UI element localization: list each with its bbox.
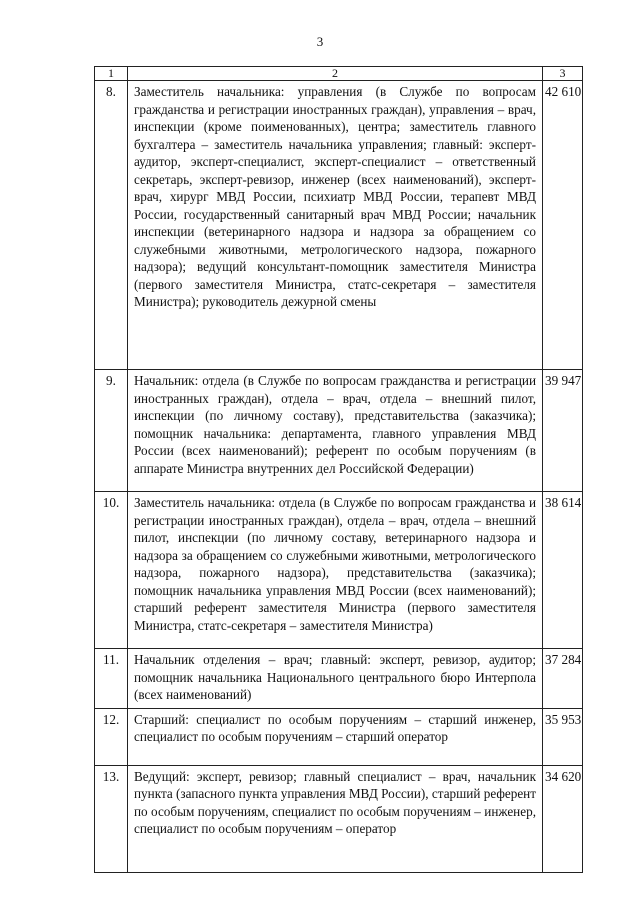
table-row: [95, 765, 583, 872]
header-col-2: 2: [128, 67, 543, 81]
row-value: 34 620: [543, 765, 583, 872]
row-number: 10.: [95, 492, 128, 649]
table-row: [95, 708, 583, 765]
table-row: [95, 370, 583, 492]
row-number: 9.: [95, 370, 128, 492]
row-description: Начальник: отдела (в Службе по вопросам гражданства и регистрации иностранных граждан), отдела – врач, отдела – внешний пилот, инспекции (по личному составу), представительства (заказчика); помощник начальника: департамента, главного управления МВД России (всех наименований); референт по особым поручениям (в аппарате Министра внутренних дел Российской Федерации): [128, 370, 543, 492]
row-value: 37 284: [543, 649, 583, 709]
row-number: 12.: [95, 708, 128, 765]
row-value: 38 614: [543, 492, 583, 649]
table-row: [95, 649, 583, 709]
table-row: [95, 81, 583, 370]
header-col-1: 1: [95, 67, 128, 81]
header-col-3: 3: [543, 67, 583, 81]
row-description: Начальник отделения – врач; главный: эксперт, ревизор, аудитор; помощник начальника Национального центрального бюро Интерпола (всех наименований): [128, 649, 543, 709]
row-description: Заместитель начальника: отдела (в Службе по вопросам гражданства и регистрации иностранных граждан), отдела – врач, отдела – внешний пилот, инспекции (по личному составу, ветеринарного надзора и надзора за обращением со служебными животными, метрологического надзора, пожарного надзора), представительства (заказчика); помощник начальника управления МВД России (всех наименований); старший референт заместителя Министра (первого заместителя Министра, статс-секретаря – заместителя Министра): [128, 492, 543, 649]
row-value: 39 947: [543, 370, 583, 492]
row-number: 11.: [95, 649, 128, 709]
row-description: Заместитель начальника: управления (в Службе по вопросам гражданства и регистрации иностранных граждан), управления – врач, инспекции (кроме поименованных), центра; заместитель главного бухгалтера – заместитель начальника управления; главный: эксперт-аудитор, эксперт-специалист, эксперт-специалист – ответственный секретарь, эксперт-ревизор, инженер (всех наименований), эксперт-врач, хирург МВД России, психиатр МВД России, терапевт МВД России, государственный санитарный врач МВД России; начальник инспекции (ветеринарного надзора и надзора за обращением со служебными животными, метрологического надзора, пожарного надзора); ведущий консультант-помощник заместителя Министра (первого заместителя Министра, статс-секретаря – заместителя Министра); руководитель дежурной смены: [128, 81, 543, 370]
row-description: Ведущий: эксперт, ревизор; главный специалист – врач, начальник пункта (запасного пункта управления МВД России), старший референт по особым поручениям, специалист по особым поручениям – инженер, специалист по особым поручениям – оператор: [128, 765, 543, 872]
salary-table: [94, 66, 583, 873]
row-number: 8.: [95, 81, 128, 370]
row-value: 35 953: [543, 708, 583, 765]
row-value: 42 610: [543, 81, 583, 370]
row-description: Старший: специалист по особым поручениям – старший инженер, специалист по особым поручениям – старший оператор: [128, 708, 543, 765]
row-number: 13.: [95, 765, 128, 872]
page-number: 3: [316, 34, 324, 49]
table-row: [95, 492, 583, 649]
table-header-row: [95, 67, 583, 81]
